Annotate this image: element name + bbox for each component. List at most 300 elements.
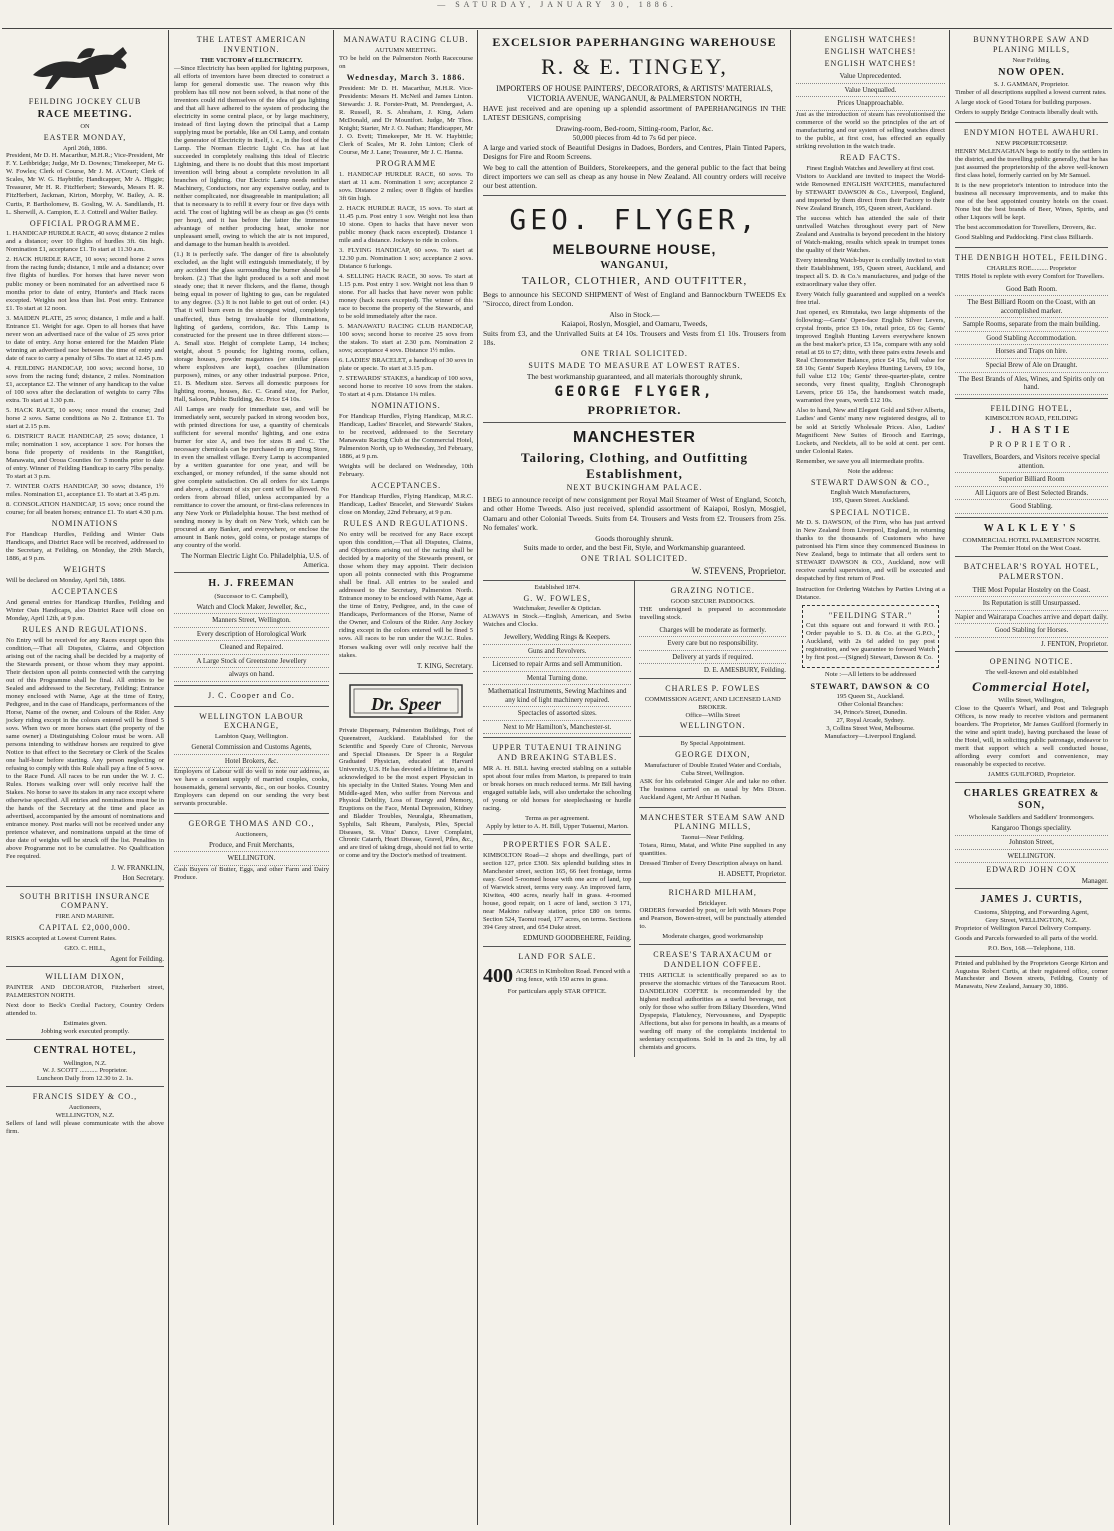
programme-item: 6. DISTRICT RACE HANDICAP, 25 sovs; distance, 1 mile; nomination 1 sov, acceptance 1 sov. For horses the bona fide property of residents in the Rangitikei, Manawatu, and Oroua Counties for 3 months prior to date of entry. Winner of Feilding Handicap to carry 7lbs penalty. To start at 3 p.m. [6,433,164,481]
cg-line: WELLINGTON. [955,850,1108,864]
excelsior-name: R. & E. TINGEY, [541,53,728,79]
jc-title: JAMES J. CURTIS, [980,894,1083,906]
column-2 [170,30,333,1525]
column-5 [792,30,949,1525]
rf-text-3: Every intending Watch-buyer is cordially invited to visit their Establishment, 195, Queen street, Auckland, and inspect all S. D. & Co.'s manufactures, and judge of the extraordinary value they offer. [796,256,945,288]
flyger-guar: The best workmanship guaranteed, and all materials thoroughly shrunk, [526,372,743,382]
land-title: LAND FOR SALE. [518,951,597,961]
flyger-loc: WANGANUI, [600,260,669,272]
flyger-text: Begs to announce his SECOND SHIPMENT of West of England and Bannockburn TWEEDS Ex "Sirocco, direct from London. [483,290,786,309]
bat-line: Its Reputation is still Unsurpassed. [955,597,1108,611]
race-prog-item: 1. HANDICAP HURDLE RACE, 60 sovs. To start at 11 a.m. Nomination 1 sov; acceptance 2 sovs. Distance 2 miles; over 8 flights of hurdles 3ft 6in high. [339,170,473,202]
thomas-sub: Auctioneers, [235,831,268,839]
land-acres-number: 400 [483,964,513,987]
end-title: ENDYMION HOTEL AWAHURI. [963,127,1100,137]
sidey-text: Sellers of land will please communicate with the above firm. [6,1120,164,1136]
thomas-line: WELLINGTON. [174,852,329,866]
den-prop: CHARLES ROE.......... Proprietor [986,264,1077,272]
programme-item: 4. FEILDING HANDICAP, 100 sovs; second horse, 10 sovs from the racing fund; distance, 2 miles. Nomination £1, acceptance £2. The winner of any handicap to the value of 100 sovs after the declaration of weights to carry 7lbs extra. To start at 1.30 p.m. [6,364,164,404]
ch-sig: JAMES GUILFORD, Proprietor. [987,771,1076,779]
cp-fowles-ad [639,679,786,737]
wk-text: The Premier Hotel on the West Coast. [981,545,1082,553]
sidey-title: FRANCIS SIDEY & CO., [32,1092,138,1102]
mss-text: Totara, Rimu, Matai, and White Pine supplied in any quantities. [639,842,786,858]
grazing-title: GRAZING NOTICE. [670,585,755,595]
fh-line: Good Stabling. [955,500,1108,514]
flyger-house: MELBOURNE HOUSE, [552,241,717,258]
col4-right [639,581,786,1058]
flyger-prop: PROPRIETOR. [587,402,682,417]
bun-text-2: A large stock of Good Totara for building purposes. [955,98,1092,106]
gd-title: GEORGE DIXON, [675,749,751,759]
rf-sd: STEWART DAWSON & CO., [810,477,931,487]
fh-prop-2: PROPRIETOR. [989,439,1074,449]
imprint-text: Printed and published by the Proprietors George Kirton and Augustus Robert Curtis, at their registered office, corner Manchester and Bowen streets, Feilding, County of Manawatu, New Zealand, January 30, 1886. [955,959,1108,991]
column-rule [333,30,334,1525]
thomas-title: GEORGE THOMAS AND CO., [188,819,315,829]
branches: Other Colonial Branches: [837,701,904,709]
invention-title: THE LATEST AMERICAN INVENTION. [196,35,307,54]
wk-title: WALKLEY'S [983,522,1080,534]
cpf-office: Office—Willis Street [685,711,740,719]
programme-item: 5. HACK RACE, 10 sovs; once round the course; 2nd horse 2 sovs. Same conditions as No 2. Entrance £1. To start at 2.15 p.m. [6,406,164,431]
labour-loc: Lambton Quay, Wellington. [214,733,289,741]
properties-text: KIMBOLTON Road—2 shops and dwellings, part of section 127, price £300. Six splendid building sites in Manchester street, section 165, 66 feet frontage, terms easy. Good 5-roomed house with one acre of land, top of Warwick street, terms very easy. An improved farm, Kiwitea, 400 acres, nearly half in grass. 4-roomed house, good repair, on 1 acre of land, section 3 171, near Makino railway station, price £80 on terms. Section 524, Taonui road, 177 acres, on terms. Sections 394 Grey street, and 654 Duke street. [483,851,632,932]
sn-text: Mr D. S. DAWSON, of the Firm, who has just arrived in New Zealand from Liverpool, England, in returning thanks to the thousands of Customers who have patronised his Firm since they commenced Business in New Zealand, begs to intimate that all orders sent to STEWART DAWSON & CO., Auckland, now will receive careful supervision, and will be executed and despatched by first return of Post. [796,519,945,583]
nominations-title: NOMINATIONS [51,519,119,529]
rf-sd-3: 195, Queen Street. Auckland. [831,497,910,505]
invention-sig: The Norman Electric Light Co. Philadelphia, U.S. of America. [181,552,329,569]
race-prog-item: 2. HACK HURDLE RACE, 15 sovs. To start at 11.45 p.m. Post entry 1 sov. Weight not less than 10 stone. Open to hacks that have never won public money (hack races excepted). Distance 1 mile and a distance. Jockeys to ride in colors. [339,204,473,244]
column-6 [951,30,1112,1525]
central-hotel-ad [6,1040,164,1087]
fowles-line: Spectacles of assorted sizes. [483,707,631,721]
labour-title: WELLINGTON LABOUR EXCHANGE, [199,711,304,731]
programme-title: OFFICIAL PROGRAMME. [29,218,141,228]
ejc-sub: Manager. [1081,876,1108,885]
denbigh-ad [955,248,1108,399]
grazing-line: Every care but no responsibility. [639,637,786,651]
race-sub: AUTUMN MEETING. [375,46,437,54]
den-line: Sample Rooms, separate from the main building. [955,318,1108,332]
jc-text-2: Goods and Parcels forwarded to all parts of the world. [955,934,1098,942]
rf-remember: Remember, we save you all intermediate profits. [796,457,924,465]
nominations-text: For Handicap Hurdles, Feilding and Winter Oats Handicaps, and District Race will be received, addressed to the Secretary, at Feilding, on Monday, the 29th March, 1886, at 9 p.m. [6,531,164,563]
acceptances-title: ACCEPTANCES [51,587,119,597]
column-4 [479,30,790,1525]
race-rules-text: No entry will be received for any Race except upon this condition,—That all Disputes, Claims, and Objections arising out of the racing shall be decided by a majority of the Stewards present, or those whom they may appoint. Their decision upon all points connected with this Programme shall be final. All entries to be sealed and addressed to the Secretary, Palmerston North. Entrance money to be enclosed with Name, Age at the time of Entry, Pedigree, and, in the case of Handicaps, Performances of the Horse, Name of the Owner, and Colours of the Rider. Any Jockey riding except in the colors entered will be fined 5 sovs. All races to be run under the W.J.C. Rules. Horses walking over will only receive half the stakes. [339,531,473,659]
flyger-stock-2: Kaiapoi, Roslyn, Mosgiel, and Oamaru, Tweeds, [561,319,708,329]
insurance-agent: GEO. C. HILL, [64,944,106,952]
col4-split [483,581,786,1058]
bun-prop: S. J. GAMMAN, Proprietor. [994,80,1069,88]
tutaenui-terms: Terms as per agreement. [525,815,590,823]
labour-line: Hotel Brokers, &c. [174,755,329,769]
cooper-name: J. C. Cooper and Co. [208,690,295,700]
bat-title: BATCHELAR'S ROYAL HOTEL, PALMERSTON. [963,562,1100,581]
insurance-agent-title: Agent for Feilding. [110,954,164,963]
race-rules-title: RULES AND REGULATIONS. [343,519,469,529]
rm-text: ORDERS forwarded by post, or left with Messrs Pope and Pearson, Bowen-street, will be punctually attended to. [639,907,786,931]
fowles-title: G. W. FOWLES, [523,593,591,603]
end-sub: NEW PROPRIETORSHIP. [995,139,1068,147]
meeting-date: EASTER MONDAY, [43,132,127,142]
cg-line: Johnston Street, [955,836,1108,850]
endymion-ad [955,123,1108,248]
end-text-3: The best accommodation for Travellers, Drovers, &c. [955,223,1097,231]
speer-text: Private Dispensary, Palmerston Buildings, Foot of Queenstreet, Auckland. Established for the Scientific and Speedy Cure of Chronic, Nervous and Special Diseases. Dr Speer is a Regular Graduated Physician, educated at Harvard University, U.S. He has devoted a lifetime to, and is acknowledged to be the most expert Physician in his specialty in the United States. Young Men and Middle-aged Men, who suffer from Nervous and Physical Debility, Loss of Energy and Memory, Eruptions on the Face, Mental Depression, Kidney and Bladder Troubles, Neuralgia, Rheumatism, Syphilis, Salt Rheum, Paralysis, Piles, Special Diseases, St. Vitus' Dance, Liver Complaint, Chronic Catarrh, Heart Disease, Gravel, Piles, &c., and are tired of taking drugs, should not fail to write or come and try the Doctor's method of treatment. [339,727,473,860]
flyger-sig: GEORGE FLYGER, [554,383,715,400]
bun-title: BUNNYTHORPE SAW AND PLANING MILLS, [973,35,1090,54]
excelsior-text-2: We beg to call the attention of Builders, Storekeepers, and the general public to the fact that being direct importers we can sell as cheap as any house in New Zealand. All country orders will receive our best attention. [483,162,786,191]
flyger-title: GEO. FLYGER, [509,203,760,237]
manchester-trial: ONE TRIAL SOLICITED. [581,554,688,564]
race-weights-text: Weights will be declared on Wednesday, 10th February. [339,463,473,479]
rf-text: Visitors to Auckland are invited to inspect the World-wide Renowned ENGLISH WATCHES, manufactured by STEWART DAWSON & Co., Liverpool, England, and imported by them direct from their Factory to their New Zealand Branch, 195, Queen street, Auckland. [796,172,945,212]
flyger-stock-3: Suits from £3, and the Unrivalled Suits at £4 10s. Trousers and Vests from £1 10s. Trousers from 18s. [483,328,786,347]
central-prop: W. J. SCOTT ........... Proprietor. [42,1067,128,1075]
invention-text: —Since Electricity has been applied for lighting purposes, all efforts of inventors have been directed to construct a lamp for general domestic use. The reason why this problem has till now not been solved, is that none of the inventors could rid themselves of the idea of gas lighting and that all have adhered to the system of producing the electricity in some central place, or by large machinery, instead of first laying down the principal that a Lamp supplying must be portable, like an Oil Lamp, and contain the generator of Electricity in itself, i. e., in the foot of the Lamp. The Norman Electric Light Co. has at last succeeded in completely realising this ideal of Electric Lightning, and there is no doubt that this most important invention will bring about a complete revolution in all branches of lighting. Our Electric Lamp needs neither Machinery, Conductors, nor any expensive outlay, and is neither complicated, nor disagreeable in manipulation; all that is necessary is to refill it every four or five days with acid. The cost of lighting will be as cheap as gas (½ cents per hour), and it has before the latter the immense advantage of neither producing heat, smoke nor unpleasant smell, owing to which the air is not impured, and damage to the human health is avoided. [174,64,329,249]
ch-title: Commercial Hotel, [972,678,1091,694]
labour-line: General Commission and Customs Agents, [174,741,329,755]
acceptances-text: And general entries for Handicap Hurdles, Feilding and Winter Oats Handicaps, also District Race will close on Monday, April 12th, at 9 p.m. [6,598,164,622]
branch-line: 27, Royal Arcade, Sydney. [836,716,905,724]
fh-title: FEILDING HOTEL, [990,403,1073,413]
rf-text-5: Just opened, ex Rimutaka, two large shipments of the following:—Gents' Open-face English Silver Levers, crystal fronts, price £3 10s, retail price, £6 6s; Gents' improved English Hunting Levers everywhere known as the best maker's price, £3 15s, compare with any sold retail at £6 to £7; ditto, with three pairs extra Jewels and Real Chronometer Balance, price £4 15s, full value for £8 10s; Gents' Superb Keyless Hunting Levers, £9 10s, full value £12 10s; Gents' three-quarter-plate, centre seconds, very finest quality, English Chronograph Levers, price £6 15s, the handsomest watch made, warranted five years, worth £12 10s. [796,309,945,405]
flyger-measure: SUITS MADE TO MEASURE AT LOWEST RATES. [528,360,741,370]
tutaenui-text: MR A. H. BILL having erected stabling on a suitable spot about four miles from Marton, is prepared to train or break horses on much reduced terms. Mr Bill having engaged suitable lads, will also undertake the schooling of young or old horses for steeplechasing or hurdle racing. [483,764,632,813]
end-text: HENRY McLENAGHAN begs to notify to the settlers in the district, and the travelling public generally, that he has just assumed the proprietorship of the above well-known first class hotel, formerly carried on by Mr Samuel. [955,147,1108,179]
rm-charges: Moderate charges, good workmanship [662,933,764,941]
dixon-title: WILLIAM DIXON, [45,972,125,982]
rf-text-4: Every Watch fully guaranteed and supplied on a week's free trial. [796,291,945,307]
thomas-line: Cash Buyers of Butter, Eggs, and other Farm and Dairy Produce. [174,866,329,882]
freeman-title: H. J. FREEMAN [208,578,295,590]
land-text: ACRES in Kimbolton Road. Fenced with a ring fence, with 150 acres in grass. [516,967,631,983]
open-title: OPENING NOTICE. [989,657,1074,667]
batchelar-ad [955,557,1108,652]
meeting-date-sub: April 26th, 1886. [62,144,108,152]
tutaenui-title: UPPER TUTAENUI TRAINING AND BREAKING STABLES. [492,743,623,763]
excelsior-intro: HAVE just received and are opening up a splendid assortment of PAPERHANGINGS IN THE LATEST DESIGNS, comprising [483,103,786,123]
note-sd: STEWART, DAWSON & CO [810,681,931,691]
cutout-coupon[interactable] [802,605,939,669]
land-sale-ad [483,947,631,999]
freeman-line: A Large Stock of Greenstone Jewellery [174,655,329,669]
race-prog-item: 5. MANAWATU RACING CLUB HANDICAP, 100 sovs; second horse to receive 25 sovs from the stakes. To start at 2.30 p.m. Nomination 2 sovs; acceptance 4 sovs. Distance 1½ miles. [339,323,473,355]
rules-text: No Entry will be received for any Races except upon this condition,—That all Disputes, Claims, and Objection arising out of the racing shall be decided by a majority of the Stewards present, or those whom they may appoint. Their decision upon all points connected with the carrying out of this Programme shall be final. All entries to be Sealed and addressed to the Secretary, Feilding; Entrance money enclosed with Name, Age at the time of Entry, Pedigree, and in the case of Handicaps, performances of the Horse, Name of the owner, and Colours of the Rider. Any jockey riding except in the colours entered will be fined 5 sovs. When two or more horses start (the property of the same owner) a Distinguishing Colour must be worn. All persons intending to withdraw horses are required to give Notice to that effect to the Secretary or Clerk of the Scales one half-hour before starting. Any person neglecting or refusing to comply with this Rule shall pay a fine of 5 sovs. to the Race Fund. All races to be run under the W. J. C. Rules. Horses walking over will only receive half the Stakes. No horse to save its stakes in any race except where otherwise specified. All entries and nominations must be in the hands of the Secretary at the time and place as advertised, accompanied by the amount of nominations and entrance money. Post marks will not be received under any pretence whatever, and nominations unpaid at the time of due date of weights will be struck off the list. Penalties in above Programme not to be cumulative. No Qualification Fee required. [6,636,165,861]
bat-line: Good Stabling for Horses. [955,624,1108,638]
bat-sig: J. FENTON, Proprietor. [1041,639,1108,648]
race-secretary: T. KING, Secretary. [417,661,473,670]
imprint [955,957,1108,996]
insurance-sub: FIRE AND MARINE. [55,913,115,921]
ch-loc: Willis Street, Wellington, [998,696,1065,704]
manawatu-racing-ad [339,30,473,674]
cg-title: CHARLES GREATREX & SON, [963,788,1100,812]
branch-line: 34, Prince's Street, Dunedin. [834,709,907,717]
electric-lamp-ad [174,30,329,573]
thomas-line: Produce, and Fruit Merchants, [174,839,329,853]
excelsior-line: Drawing-room, Bed-room, Sitting-room, Parlor, &c. [555,124,714,134]
note: Note :—All letters to be addressed [824,671,917,679]
excelsior-ad [483,30,786,196]
properties-ad [483,835,631,947]
sidey-loc: WELLINGTON, N.Z. [55,1112,115,1119]
jc-text: Proprietor of Wellington Parcel Delivery Company. [955,924,1091,932]
excelsior-loc: VICTORIA AVENUE, WANGANUI, & PALMERSTON NORTH, [527,94,742,104]
programme-item: 1. HANDICAP HURDLE RACE, 40 sovs; distance 2 miles and a distance; over 10 flights of hurdles 3ft. 6in high. Nomination £1, acceptance £1. To start at 11.30 a.m. [6,230,164,254]
ew-line: Prices Unapproachable. [796,97,945,111]
land-row [483,964,631,988]
fh-line: Travellers, Boarders, and Visitors receive special attention. [955,451,1108,473]
race-prog-title: PROGRAMME [375,158,437,168]
ew-repeat: ENGLISH WATCHES! [824,58,917,68]
den-line: Good Stabling Accommodation. [955,332,1108,346]
english-watches-ad [796,30,945,744]
race-accept-title: ACCEPTANCES. [370,481,442,491]
fowles-text: ALWAYS in Stock.—English, American, and Swiss Watches and Clocks. [483,613,632,629]
grazing-ad [639,581,786,679]
insurance-ad [6,887,164,968]
dixon-text-2: Next door to Beck's Cordial Factory, Country Orders attended to. [6,1002,164,1018]
rf-sd-2: English Watch Manufacturers, [830,489,911,497]
race-prog-item: 4. SELLING HACK RACE, 30 sovs. To start at 1.15 p.m. Post entry 1 sov. Weight not less than 9 stone. For all hacks that have never won public money (hack races excepted). The winner of this race to become the property of the Stewards, and to be sold immediately after the race. [339,273,473,321]
walkley-ad [955,518,1108,557]
fh-line: All Liquors are of Best Selected Brands. [955,487,1108,501]
land-apply: For particulars apply STAR OFFICE. [507,987,607,995]
race-intro: TO be held on the Palmerston North Racecourse on [339,54,473,70]
fowles-sub: Watchmaker, Jeweller & Optician. [513,605,602,613]
speer-ad [339,674,473,865]
programme-item: 8. CONSOLATION HANDICAP, 15 sovs; once round the course; for all beaten horses; entrance £1. To start 4.30 p.m. [6,501,164,517]
bun-text: Timber of all descriptions supplied a lowest current rates. [955,88,1107,96]
freeman-line: Cleaned and Repaired. [174,641,329,655]
central-note: Luncheon Daily from 12.30 to 2. 1s. [36,1075,134,1083]
end-text-4: Good Stabling and Paddocking. First class Billiards. [955,233,1094,241]
wk-sub: COMMERCIAL HOTEL PALMERSTON NORTH. [962,537,1101,545]
cpf-sub: COMMISSION AGENT, AND LICENSED LAND BROKER. [644,695,781,711]
race-officers: President: Mr D. H. Macarthur, M.H.R. Vice-Presidents: Messrs H. McNeil and James Linton. Stewards: J. R. Forster-Pratt, M. Prendergast, A. R. Russell, R. S. Abraham, J. King, Adam McDonald, and Dr Mountfort. Judge, Mr Thos. Knight; Starter, Mr J. O. Nathan; Handicapper, Mr J. O. Evett; Timekeeper, Mr H. W. Haybittle; Clerk of Scales, Mr R. John Linton; Clerk of Course, Mr J. Lane; Treasurer, Mr J. C. Hanna. [339,84,473,156]
invention-text-2: (1.) It is perfectly safe. The danger of fire is absolutely excluded, as the light will extinguish immediately, if by any accident the glass surrounding the burner should be broken. (2.) That the light produced is a soft and most steady one; that it never flickers, and the flame, though being equal in power of lighting to gas, can be regulated to any degree. (3.) It is not liable to get out of order. (4.) That it will burn even in the strongest wind, completely unaffected, thus being invaluable for illuminations, lighting of gardens, corridors, &c. This Lamp is constructed for the present use in three different sizes:— A. Small size. Height of complete Lamp, 14 inches; weight, about 5 pounds; for lighting rooms, cellars, storage houses, powder magazines (or similar places where explosives are kept), coaches (illumination purposes), mines, or any other industrial purpose. Price, £1. B. Medium size. Serves all domestic purposes for lighting rooms, houses, &c. C. Grand size, for Parlor, Hall, Saloon, Public Building, &c. Price £4 10s. [174,251,329,403]
rf-address: Note the address: [847,467,894,475]
labour-exchange-ad [174,707,329,815]
excelsior-text: A large and varied stock of Beautiful Designs in Dadoes, Borders, and Centres, Plain Tinted Papers, Designs for Fire and Room Screens. [483,142,786,161]
crease-ad [639,945,786,1057]
ew-line: Value Unprecedented. [796,70,945,84]
curtis-ad [955,889,1108,956]
ew-line: Value Unequalled. [796,84,945,98]
ch-text: Close to the Queen's Wharf, and Post and Telegraph Offices, is now ready to receive visitors and permanent boarders. The Proprietor, Mr James Guilford (formerly in the wine and spirit trade), having purchased the lease of the Hotel, will, in soliciting public patronage, endeavor to merit that support which a well conducted house, affording every comfort and convenience, may reasonably be expected to receive. [955,704,1108,769]
sn-title: SPECIAL NOTICE. [830,507,911,517]
manchester-title: MANCHESTER [573,429,696,447]
bat-line: Napier and Wairarapa Coaches arrive and depart daily. [955,611,1108,625]
flyger-stock: Also in Stock.— [609,310,660,320]
rf-text-6: Also to hand, New and Elegant Gold and Silver Alberts, Ladies' and Gents' many new registered designs, all to be sold at Strictly Wholesale Prices. Also, Ladies' Magnificent New Suites of Brooch and Earrings, Lockets, and Necklets, all to be sold at cent. per cent. under Colonial Rates. [796,407,945,455]
programme-item: 3. MAIDEN PLATE, 25 sovs; distance, 1 mile and a half. Entrance £1. Weight for age. Open to all horses that have never won an advertised race of the value of 25 sovs prior to date of entry. Any horse entered for the Maiden Plate winning an advertised race between the time of entry and date of race to carry a penalty of 5lbs. To start at 12.45 p.m. [6,314,164,362]
column-1 [2,30,168,1525]
end-text-2: It is the new proprietor's intention to introduce into the business all necessary improvements, and to make this one of the best appointed country hotels on the coast. None but the best brands of Beer, Wines, Spirits, and other Liquors will be kept. [955,181,1108,221]
race-date: Wednesday, March 3. 1886. [346,72,466,82]
fh-loc: KIMBOLTON ROAD, FEILDING [985,415,1078,423]
bun-open: NOW OPEN. [998,66,1065,78]
race-title: MANAWATU RACING CLUB. [343,35,469,44]
grazing-line: Charges will be moderate as formerly. [639,624,786,638]
fh-prop: J. HASTIE [989,425,1074,437]
jc-box: P.O. Box, 168.—Telephone, 118. [987,944,1076,952]
dixon-jobbing: Jobbing work executed promptly. [40,1028,130,1036]
meeting-title: RACE MEETING. [37,108,133,120]
labour-text: Employers of Labour will do well to note our address, as we have a constant supply of married couples, cooks, housemaids, general servants, &c., on our books. Country Employers can depend on our sending the very best servants procurable. [174,768,329,808]
bun-text-3: Orders to supply Bridge Contracts liberally dealt with. [955,108,1099,116]
freeman-ad [174,573,329,685]
column-rule [790,30,791,1525]
manchester-sub: Tailoring, Clothing, and Outfitting Establishment, [520,449,749,481]
gd-text: ASK for his celebrated Ginger Ale and take no other. The business carried on as usual by Mrs Dixon. Auckland Agent, Mr Arthur H Nathan. [639,777,786,801]
crease-title: CREASE'S TARAXACUM or DANDELION COFFEE. [653,950,773,970]
rf-title: READ FACTS. [839,153,902,162]
speer-title: Dr. Speer [370,694,441,715]
den-line: Good Bath Room. [955,283,1108,297]
greatrex-ad [955,783,1108,889]
flyger-ad [483,196,786,423]
den-line: Special Brew of Ale on Draught. [955,359,1108,373]
milham-ad [639,883,786,946]
crease-text: THIS ARTICLE is scientifically prepared so as to preserve the stomachic virtues of the Taraxacum Root. DANDELION COFFEE is recommended by the highest medical authorities as a useful beverage, not only for those who suffer from Biliary Disorders, Wind Dyspepsia, Flatulency, Nervousness, and Dyspeptic Affections, but also for persons in health, as a means of warding off many of the complaints incidental to sedentary occupations. Sold in 1s and 2s tins, by all chemists and grocers. [639,971,786,1052]
race-nom-text: For Handicap Hurdles, Flying Handicap, M.R.C. Handicap, Ladies' Bracelet, and Stewards' Stakes, to be received, addressed to the Secretary Manawatu Racing Club at the Commercial Hotel, Palmerston North, up to Wednesday, 3rd February, 1886, at 9 p.m. [339,413,473,461]
mss-loc: Taonui—Near Feilding. [681,834,745,842]
fowles-ad [483,581,631,739]
fowles-line: Licensed to repair Arms and sell Ammunition. [483,658,631,672]
ew-title: ENGLISH WATCHES! [824,35,917,44]
cg-line: Kangaroo Thongs speciality. [955,822,1108,836]
thomas-ad [174,814,329,887]
bunnythorpe-ad [955,30,1108,123]
mss-sig: H. ADSETT, Proprietor. [718,870,786,879]
column-rule [477,30,478,1525]
manchester-text-2: Suits made to order, and the best Fit, Style, and Workmanship guaranteed. [523,542,746,552]
top-rule [2,28,1112,29]
bun-loc: Near Feilding, [1012,56,1051,64]
properties-title: PROPERTIES FOR SALE. [503,840,612,850]
programme-item: 2. HACK HURDLE RACE, 10 sovs; second horse 2 sovs from the racing funds; distance, 1 mile and a distance; over five flights of hurdles. For horses that have never won public money or been nominated for an advertised race 6 months prior to date of entry, Hunter's and Hack races excepted. Weights not less than list. Post entry. Entrance £1. To start at 12 noon. [6,256,164,312]
freeman-line: Watch and Clock Maker, Jeweller, &c., [174,601,329,615]
mss-title: MANCHESTER STEAM SAW AND PLANING MILLS, [640,812,786,832]
fowles-line: Mathematical Instruments, Sewing Machines and any kind of light machinery repaired. [483,685,631,707]
fowles-line: Guns and Revolvers. [483,645,631,659]
note-addr: 195 Queen St., Auckland. [836,693,905,701]
cooper-ad [174,686,329,707]
sidey-ad [6,1087,164,1141]
insurance-capital: CAPITAL £2,000,000. [39,923,131,933]
manchester-sig: W. STEVENS, Proprietor. [691,565,786,576]
insurance-title: SOUTH BRITISH INSURANCE COMPANY. [19,891,151,911]
fs-text: Cut this square out and forward it with P.O. Order payable to S. D. & Co. at the G.P.O., Auckland, with 2s 6d added to pay post registration, and we guarantee to forward Watch by first post.—(Signed) Stewart, Dawson & Co. [806,622,935,662]
gd-appt: By Special Appointment. [680,740,745,748]
secretary-title: Hon Secretary. [122,874,164,883]
weights-text: Will be declared on Monday, April 5th, 1886. [6,577,126,584]
central-title: CENTRAL HOTEL, [33,1045,137,1057]
dixon-estimates: Estimates given. [63,1020,107,1028]
manchester-shrunk: Goods thoroughly shrunk. [595,533,674,543]
ew-text: Just as the introduction of steam has revolutionised the commerce of the world so the principles of the art of manufacturing and our system of selling watches direct to the public, at first cost, has effected an equally striking revolution in the watch trade. [796,110,945,150]
factory: Manufactory—Liverpool England. [824,732,917,740]
manchester-tailoring-ad [483,423,786,581]
freeman-line: always on hand. [174,668,329,682]
fowles-line: Jewellery, Wedding Rings & Keepers. [483,631,631,645]
rm-title: RICHARD MILHAM, [668,887,757,897]
programme-item: 7. WINTER OATS HANDICAP, 30 sovs; distance, 1½ miles. Nomination £1, acceptance £1. To start at 3.45 p.m. [6,483,164,499]
fowles-line: Next to Mr Hamilton's, Manchester-st. [483,721,631,735]
den-line: The Best Brands of Ales, Wines, and Spirits only on hand. [955,373,1108,395]
ejc: EDWARD JOHN COX [986,865,1077,875]
sn-instr: Instruction for Ordering Watches by Parties Living at a Distance. [796,585,945,601]
fh-line: Superior Billiard Room [955,473,1108,487]
jc-loc: Grey Street, WELLINGTON, N.Z. [985,916,1078,924]
freeman-line: Every description of Horological Work [174,628,329,642]
club-name: FEILDING JOCKEY CLUB [28,97,142,106]
george-dixon-ad [639,737,786,808]
freeman-line: Manners Street, Wellington. [174,614,329,628]
race-accept-text: For Handicap Hurdles, Flying Handicap, M.R.C. Handicap, Ladies' Bracelet, and Stewards' Stakes close on Monday, 22nd February, at 9 p.m. [339,493,473,517]
jc-sub: Customs, Shipping, and Forwarding Agent, [974,908,1089,916]
rf-text-2: The success which has attended the sale of their unrivalled Watches throughout every part of New Zealand and Australia is beyond precedent in the history of Watch-making, results which speak in trumpet tones the quality of their Watches. [796,214,945,254]
fowles-line: Mental Turning done. [483,672,631,686]
invention-text-3: All Lamps are ready for immediate use, and will be immediately sent, securely packed in strong wooden box, with printed directions for use, a quantity of chemicals sufficient for several months' lighting, and one extra burner for size A, and two for sizes B and C. The necessary chemicals can be purchased in any Drug Store, in even the smallest village. Every Lamp is accompanied by a written guarantee for one year, and will be exchanged, or money refunded, if the same should not give complete satisfaction. On all orders for six Lamps and above, a discount of six per cent will be allowed. No orders from abroad filled, unless accompanied by a remittance to cover the amount, or first-class references in any New York or Philadelphia house. The best method of sending money is by draft on New York, which can be procured at any Banker, and everywhere, or enclose the amount in Bank notes, gold coins, or postage stamps of any country of the world. [174,405,329,550]
masthead: — SATURDAY, JANUARY 30, 1886. [437,0,677,9]
grazing-sub: GOOD SECURE PADDOCKS. [670,597,755,605]
rf-sub: Finest English Watches and Jewellery at first cost. [806,164,935,172]
den-line: The Best Billiard Room on the Coast, with an accomplished marker. [955,296,1108,318]
column-rule [949,30,950,1525]
den-line: Horses and Traps on hire. [955,345,1108,359]
race-nom-title: NOMINATIONS. [371,401,441,411]
cpf-loc: WELLINGTON. [679,721,746,731]
sidey-sub: Auctioneers, [68,1104,102,1112]
grazing-text: THE undersigned is prepared to accommodate travelling stock. [639,605,786,621]
rules-title: RULES AND REGULATIONS. [22,624,148,634]
grazing-line: Delivery at yards if required. [639,651,786,665]
excelsior-sub: IMPORTERS OF HOUSE PAINTERS', DECORATORS, & ARTISTS' MATERIALS, [496,84,773,94]
meeting-on: ON [80,122,90,130]
den-title: THE DENBIGH HOTEL, FEILDING. [955,252,1108,262]
open-sub: The well-known and old established [985,669,1078,677]
ew-repeat: ENGLISH WATCHES! [824,46,917,56]
opening-notice-ad [955,652,1108,783]
excelsior-line: 50,000 pieces from 4d to 7s 6d per piece. [572,133,697,143]
central-loc: Wellington, N.Z. [63,1059,107,1067]
column-3 [335,30,477,1525]
cpf-title: CHARLES P. FOWLES [665,683,761,693]
steam-saw-ad [639,808,786,883]
weights-title: WEIGHTS [63,565,107,575]
mss-text-2: Dressed Timber of Every Description always on hand. [639,860,783,868]
freeman-sub: (Successor to C. Campbell), [214,592,289,600]
flyger-trial: ONE TRIAL SOLICITED. [581,348,688,358]
officers-text: President, Mr D. H. Macarthur, M.H.R.; Vice-President, Mr F. Y. Lethbridge; Judge, Mr D. Downes; Timekeeper, Mr G. W. Fowles; Clerk of Course, Mr J. M. A'Court; Clerk of Scales, Mr W. G. Haybittle; Handicapper, Mr A. Higgie; Treasurer, Mr H. R. FitzHerbert; Stewards, Messrs H. R. FitzHerbert, Jackman, Kirton, Morphy, W. Bailey, A. R. Curtis, P. Bartholomew, B. Gosling, W. A. Sandilands, H. L. Sherwill, A. Campion, E. J. Cottrell and Walter Bailey. [6,152,164,216]
tutaenui-ad [483,738,631,835]
bat-line: THE Most Popular Hostelry on the Coast. [955,584,1108,598]
secretary-name: J. W. FRANKLIN, [111,863,164,872]
fowles-est: Established 1874. [534,583,580,591]
col4-left [483,581,635,1058]
racehorse-icon [25,35,145,95]
fs-title: "FEILDING STAR." [828,610,913,620]
feilding-hotel-ad [955,399,1108,518]
tutaenui-apply: Apply by letter to A. H. Bill, Upper Tutaenui, Marton. [485,823,629,831]
dixon-ad [6,967,164,1040]
race-prog-item: 6. LADIES' BRACELET, a handicap of 30 sovs in plate or specie. To start at 3.15 p.m. [339,357,473,373]
